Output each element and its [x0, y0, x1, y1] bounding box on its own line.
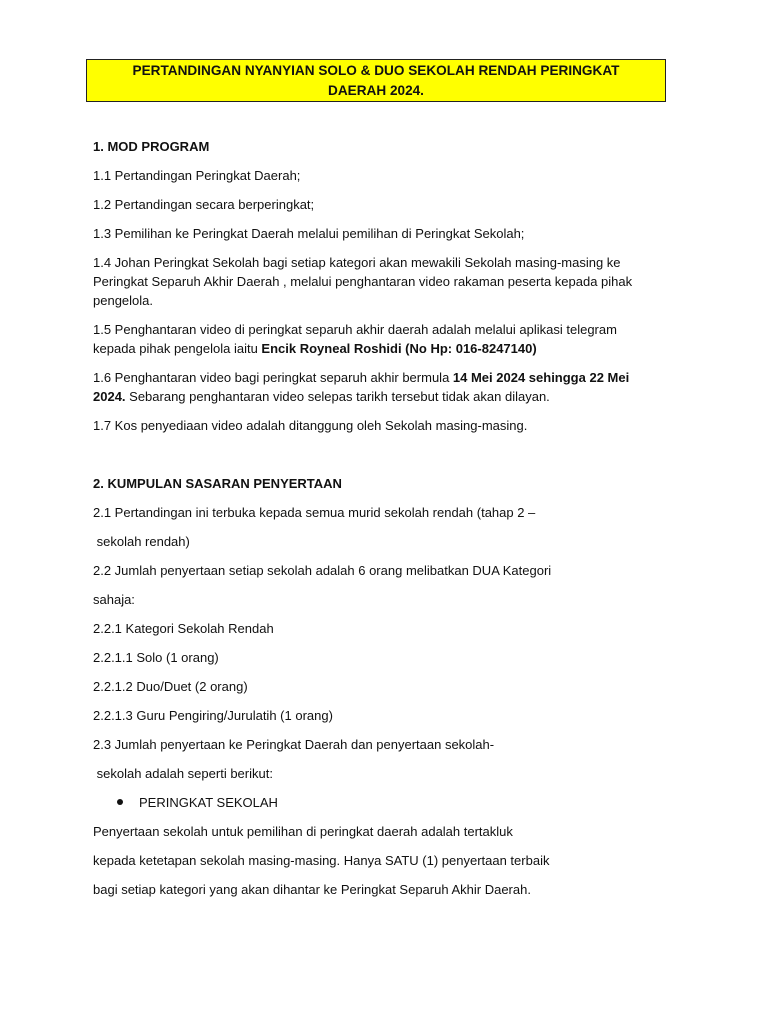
item-2-2-1-1: 2.2.1.1 Solo (1 orang)	[93, 650, 219, 665]
contact-person: Encik Royneal Roshidi (No Hp: 016-8247140)	[261, 341, 537, 356]
item-2-1-line-1: 2.1 Pertandingan ini terbuka kepada semua murid sekolah rendah (tahap 2 –	[93, 505, 536, 520]
paragraph-line-3: bagi setiap kategori yang akan dihantar ke Peringkat Separuh Akhir Daerah.	[93, 882, 531, 897]
document-title-line-1: PERTANDINGAN NYANYIAN SOLO & DUO SEKOLAH RENDAH PERINGKAT	[132, 62, 620, 78]
item-2-2-1: 2.2.1 Kategori Sekolah Rendah	[93, 621, 274, 636]
item-1-5-text: kepada pihak pengelola iaitu	[93, 341, 262, 356]
item-2-3-line-1: 2.3 Jumlah penyertaan ke Peringkat Daerah dan penyertaan sekolah-	[93, 737, 495, 752]
document-title-box	[86, 59, 666, 102]
item-2-3-line-2: sekolah adalah seperti berikut:	[93, 766, 273, 781]
item-1-3: 1.3 Pemilihan ke Peringkat Daerah melalui pemilihan di Peringkat Sekolah;	[93, 226, 525, 241]
paragraph-line-1: Penyertaan sekolah untuk pemilihan di peringkat daerah adalah tertakluk	[93, 824, 513, 839]
item-1-1: 1.1 Pertandingan Peringkat Daerah;	[93, 168, 301, 183]
item-1-4-line-1: 1.4 Johan Peringkat Sekolah bagi setiap kategori akan mewakili Sekolah masing-masing ke	[93, 255, 621, 270]
item-1-6-line-2	[93, 387, 683, 406]
item-1-6-line-1	[93, 368, 683, 387]
paragraph-line-2: kepada ketetapan sekolah masing-masing. Hanya SATU (1) penyertaan terbaik	[93, 853, 550, 868]
item-2-1-line-2: sekolah rendah)	[93, 534, 190, 549]
item-1-5-line-1: 1.5 Penghantaran video di peringkat separuh akhir daerah adalah melalui aplikasi telegram	[93, 322, 617, 337]
item-1-7: 1.7 Kos penyediaan video adalah ditanggung oleh Sekolah masing-masing.	[93, 418, 528, 433]
item-2-2-1-2: 2.2.1.2 Duo/Duet (2 orang)	[93, 679, 248, 694]
item-1-6-note: Sebarang penghantaran video selepas tarikh tersebut tidak akan dilayan.	[125, 389, 550, 404]
item-1-5-line-2	[93, 339, 683, 358]
submission-dates: 14 Mei 2024 sehingga 22 Mei	[452, 370, 630, 385]
item-2-2-line-1: 2.2 Jumlah penyertaan setiap sekolah adalah 6 orang melibatkan DUA Kategori	[93, 563, 552, 578]
item-1-4-line-3: pengelola.	[93, 293, 153, 308]
item-1-4-line-2: Peringkat Separuh Akhir Daerah , melalui penghantaran video rakaman peserta kepada pihak	[93, 274, 633, 289]
bullet-item-peringkat-sekolah: PERINGKAT SEKOLAH	[139, 795, 278, 810]
item-1-2: 1.2 Pertandingan secara berperingkat;	[93, 197, 315, 212]
section-1-heading: 1. MOD PROGRAM	[93, 139, 210, 154]
submission-year: 2024.	[93, 389, 126, 404]
document-title-line-2: DAERAH 2024.	[328, 82, 424, 98]
item-1-6-text: 1.6 Penghantaran video bagi peringkat separuh akhir bermula	[93, 370, 453, 385]
section-2-heading: 2. KUMPULAN SASARAN PENYERTAAN	[93, 476, 342, 491]
item-2-2-1-3: 2.2.1.3 Guru Pengiring/Jurulatih (1 orang)	[93, 708, 333, 723]
item-2-2-line-2: sahaja:	[93, 592, 135, 607]
bullet-dot	[117, 799, 123, 805]
